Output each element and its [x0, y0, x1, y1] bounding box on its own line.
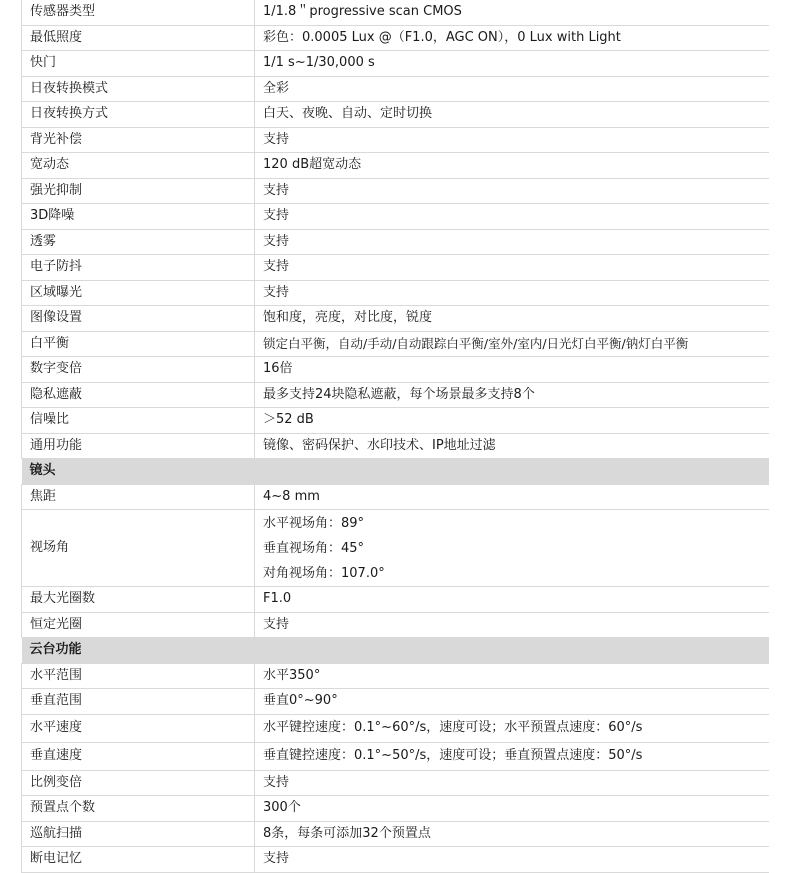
row-value: 锁定白平衡，自动/手动/自动跟踪白平衡/室外/室内/日光灯白平衡/钠灯白平衡: [255, 331, 769, 357]
section-title: 云台功能: [22, 638, 255, 664]
row-label: 图像设置: [22, 306, 255, 332]
row-label: 传感器类型: [22, 0, 255, 25]
row-value: 1/1 s~1/30,000 s: [255, 51, 769, 77]
table-row: [22, 821, 769, 847]
row-value: ＞52 dB: [255, 408, 769, 434]
section-header-ptz: [22, 638, 769, 664]
table-row: [22, 306, 769, 332]
row-label: 信噪比: [22, 408, 255, 434]
row-value: 镜像、密码保护、水印技术、IP地址过滤: [255, 433, 769, 459]
table-row: [22, 382, 769, 408]
row-label: 恒定光圈: [22, 612, 255, 638]
table-row: [22, 0, 769, 25]
table-row: [22, 770, 769, 796]
table-row: [22, 153, 769, 179]
row-value: 1/1.8＂progressive scan CMOS: [255, 0, 769, 25]
table-row: [22, 742, 769, 770]
section-filler: [255, 459, 769, 485]
row-label: 垂直范围: [22, 689, 255, 715]
fov-horizontal: 水平视场角：89°: [263, 515, 365, 531]
row-value-multiline: [255, 510, 769, 587]
row-value: 支持: [255, 204, 769, 230]
table-row: [22, 76, 769, 102]
row-label: 最低照度: [22, 25, 255, 51]
section-title: 镜头: [22, 459, 255, 485]
row-label: 预置点个数: [22, 796, 255, 822]
table-row: [22, 408, 769, 434]
row-value: 支持: [255, 280, 769, 306]
table-row: [22, 796, 769, 822]
row-label: 快门: [22, 51, 255, 77]
row-value: 垂直0°~90°: [255, 689, 769, 715]
row-value: 支持: [255, 178, 769, 204]
table-row: [22, 663, 769, 689]
table-row: [22, 612, 769, 638]
row-value: 饱和度，亮度，对比度，锐度: [255, 306, 769, 332]
row-label: 水平范围: [22, 663, 255, 689]
table-row: [22, 102, 769, 128]
row-label: 强光抑制: [22, 178, 255, 204]
table-row: [22, 357, 769, 383]
section-header-lens: [22, 459, 769, 485]
row-label: 电子防抖: [22, 255, 255, 281]
row-value: 支持: [255, 612, 769, 638]
table-row: [22, 280, 769, 306]
spec-table: [21, 0, 769, 873]
row-label: 白平衡: [22, 331, 255, 357]
table-row: [22, 484, 769, 510]
row-label: 最大光圈数: [22, 587, 255, 613]
table-row: [22, 255, 769, 281]
row-label: 巡航扫描: [22, 821, 255, 847]
row-value: 彩色：0.0005 Lux @（F1.0，AGC ON），0 Lux with Light: [255, 25, 769, 51]
row-value: 垂直键控速度：0.1°~50°/s，速度可设；垂直预置点速度：50°/s: [255, 742, 769, 770]
table-row: [22, 587, 769, 613]
row-value: 支持: [255, 847, 769, 873]
row-value: 16倍: [255, 357, 769, 383]
row-label: 区域曝光: [22, 280, 255, 306]
table-row: [22, 847, 769, 873]
table-row: [22, 433, 769, 459]
row-value: 支持: [255, 127, 769, 153]
fov-diagonal: 对角视场角：107.0°: [263, 565, 385, 581]
row-label: 隐私遮蔽: [22, 382, 255, 408]
table-row: [22, 127, 769, 153]
row-value: 300个: [255, 796, 769, 822]
table-row: [22, 689, 769, 715]
row-value: 8条，每条可添加32个预置点: [255, 821, 769, 847]
table-row: [22, 25, 769, 51]
table-row: [22, 51, 769, 77]
row-label: 视场角: [22, 510, 255, 587]
row-value: F1.0: [255, 587, 769, 613]
row-label: 通用功能: [22, 433, 255, 459]
row-label: 日夜转换模式: [22, 76, 255, 102]
row-label: 比例变倍: [22, 770, 255, 796]
row-value: 最多支持24块隐私遮蔽，每个场景最多支持8个: [255, 382, 769, 408]
row-value: 全彩: [255, 76, 769, 102]
fov-vertical: 垂直视场角：45°: [263, 540, 365, 556]
row-value: 支持: [255, 255, 769, 281]
table-row-fov: [22, 510, 769, 587]
table-row: [22, 204, 769, 230]
row-value: 水平键控速度：0.1°~60°/s，速度可设；水平预置点速度：60°/s: [255, 714, 769, 742]
row-label: 水平速度: [22, 714, 255, 742]
table-row: [22, 714, 769, 742]
section-filler: [255, 638, 769, 664]
row-value: 4~8 mm: [255, 484, 769, 510]
table-row: [22, 331, 769, 357]
row-label: 断电记忆: [22, 847, 255, 873]
row-label: 垂直速度: [22, 742, 255, 770]
row-label: 焦距: [22, 484, 255, 510]
row-label: 宽动态: [22, 153, 255, 179]
row-value: 白天、夜晚、自动、定时切换: [255, 102, 769, 128]
row-value: 水平350°: [255, 663, 769, 689]
row-label: 3D降噪: [22, 204, 255, 230]
row-value: 120 dB超宽动态: [255, 153, 769, 179]
row-label: 背光补偿: [22, 127, 255, 153]
row-label: 透雾: [22, 229, 255, 255]
table-row: [22, 229, 769, 255]
row-value: 支持: [255, 229, 769, 255]
row-value: 支持: [255, 770, 769, 796]
row-label: 日夜转换方式: [22, 102, 255, 128]
table-row: [22, 178, 769, 204]
row-label: 数字变倍: [22, 357, 255, 383]
